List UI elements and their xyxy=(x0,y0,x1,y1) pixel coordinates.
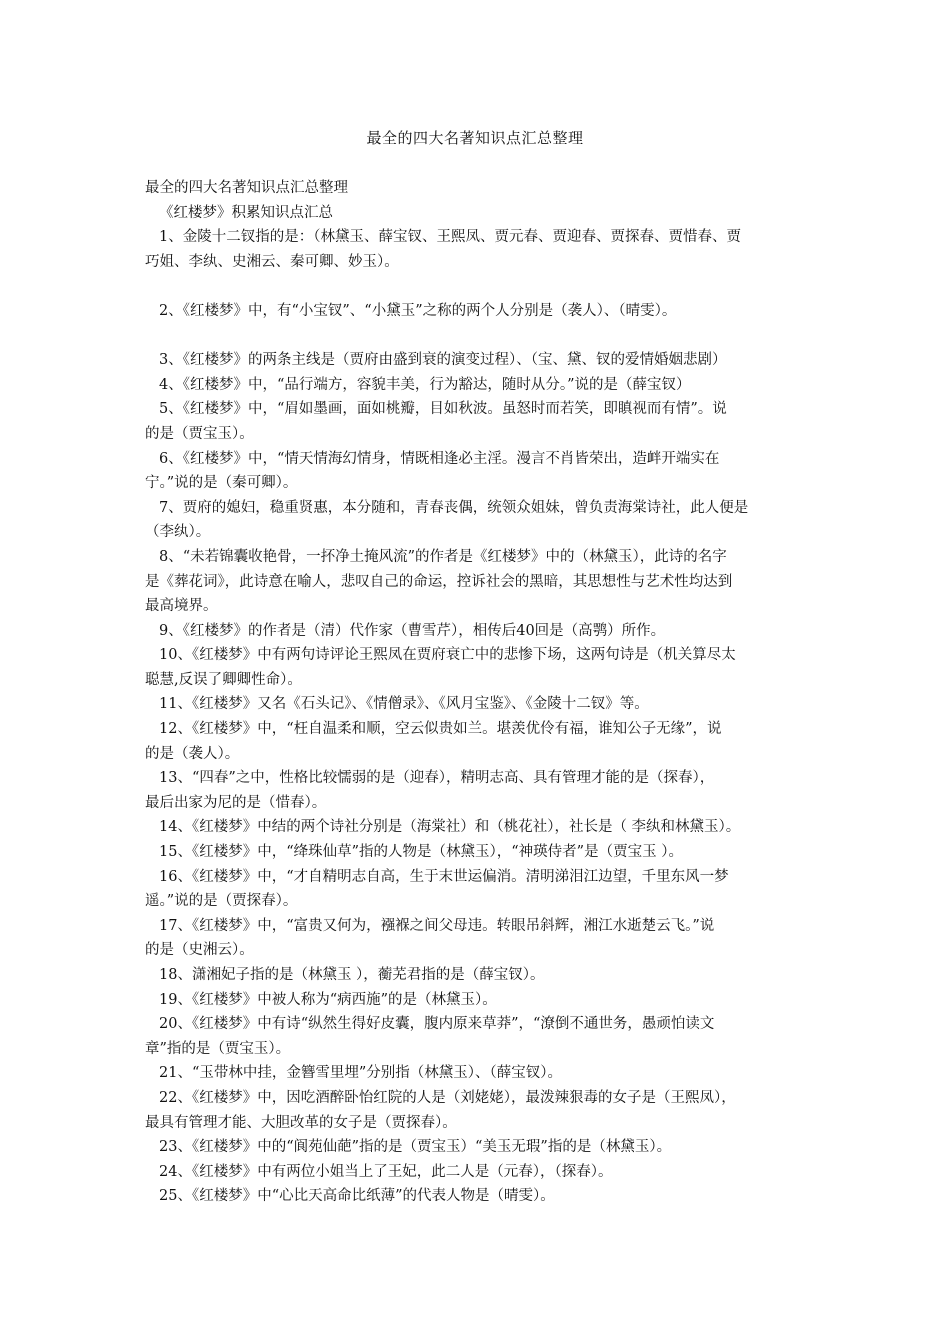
document-body xyxy=(145,176,815,1209)
text-line: 2、《红楼梦》中，有“小宝钗”、“小黛玉”之称的两个人分别是（袭人）、（晴雯）。 xyxy=(159,302,677,319)
text-line: 聪慧,反误了卿卿性命）。 xyxy=(145,671,302,688)
text-line: 11、《红楼梦》又名《石头记》、《情僧录》、《风月宝鉴》、《金陵十二钗》等。 xyxy=(159,696,649,713)
text-line: 宁。”说的是（秦可卿）。 xyxy=(145,475,298,492)
text-line: 14、《红楼梦》中结的两个诗社分别是（海棠社）和（桃花社），社长是（ 李纨和林黛玉）。 xyxy=(159,819,741,836)
text-line: 最后出家为尼的是（惜春）。 xyxy=(145,794,327,811)
text-line: 10、《红楼梦》中有两句诗评论王熙凤在贾府衰亡中的悲惨下场，这两句诗是（机关算尽太 xyxy=(159,647,736,664)
text-line: 21、“玉带林中挂，金簪雪里埋”分别指（林黛玉）、（薛宝钗）。 xyxy=(159,1065,563,1082)
text-line: 19、《红楼梦》中被人称为“病西施”的是（林黛玉）。 xyxy=(159,991,497,1008)
blank-line xyxy=(145,274,815,299)
text-line: 是《葬花词》，此诗意在喻人，悲叹自己的命运，控诉社会的黑暗，其思想性与艺术性均达到 xyxy=(145,573,733,590)
section-subheading: 《红楼梦》积累知识点汇总 xyxy=(159,204,333,221)
text-line: 22、《红楼梦》中，因吃酒醉卧怡红院的人是（刘姥姥），最泼辣狠毒的女子是（王熙凤）， xyxy=(159,1089,736,1106)
text-line: 13、“四春”之中，性格比较懦弱的是（迎春），精明志高、具有管理才能的是（探春）， xyxy=(159,770,715,787)
text-line: 6、《红楼梦》中，“情天情海幻情身，情既相逢必主淫。漫言不肖皆荣出，造衅开端实在 xyxy=(159,450,720,467)
text-line: 8、“未若锦囊收艳骨，一抔净土掩风流”的作者是《红楼梦》中的（林黛玉），此诗的名字 xyxy=(159,548,727,565)
text-line: 章”指的是（贾宝玉）。 xyxy=(145,1040,291,1057)
text-line: 5、《红楼梦》中，“眉如墨画，面如桃瓣，目如秋波。虽怒时而若笑，即瞋视而有情”。说 xyxy=(159,401,727,418)
document-title: 最全的四大名著知识点汇总整理 xyxy=(366,129,584,147)
text-line: 的是（袭人）。 xyxy=(145,745,240,762)
text-line: 7、贾府的媳妇，稳重贤惠，本分随和，青春丧偶，统领众姐妹，曾负责海棠诗社，此人便是 xyxy=(159,499,749,516)
blank-line xyxy=(145,324,815,349)
text-line: 12、《红楼梦》中，“枉自温柔和顺，空云似贵如兰。堪羡优伶有福，谁知公子无缘”，说 xyxy=(159,721,722,738)
text-line: 1、金陵十二钗指的是：（林黛玉、薛宝钗、王熙凤、贾元春、贾迎春、贾探春、贾惜春、贾 xyxy=(159,229,741,246)
text-line: 4、《红楼梦》中，“品行端方，容貌丰美，行为豁达，随时从分。”说的是（薛宝钗） xyxy=(159,376,691,393)
text-line: 25、《红楼梦》中“心比天高命比纸薄”的代表人物是（晴雯）。 xyxy=(159,1188,555,1205)
text-line: 的是（史湘云）。 xyxy=(145,942,254,959)
text-line: 遥。”说的是（贾探春）。 xyxy=(145,893,298,910)
text-line: 24、《红楼梦》中有两位小姐当上了王妃，此二人是（元春），（探春）。 xyxy=(159,1163,613,1180)
text-line: 的是（贾宝玉）。 xyxy=(145,425,254,442)
text-line: 17、《红楼梦》中，“富贵又何为，襁褓之间父母违。转眼吊斜辉，湘江水逝楚云飞。”说 xyxy=(159,917,715,934)
text-line: 16、《红楼梦》中，“才自精明志自高，生于末世运偏消。清明涕泪江边望，千里东风一梦 xyxy=(159,868,729,885)
text-line: （李纨）。 xyxy=(145,524,211,541)
text-line: 最具有管理才能、大胆改革的女子是（贾探春）。 xyxy=(145,1114,457,1131)
text-line: 20、《红楼梦》中有诗“纵然生得好皮囊，腹内原来草莽”，“潦倒不通世务，愚顽怕读文 xyxy=(159,1016,715,1033)
text-line: 3、《红楼梦》的两条主线是（贾府由盛到衰的演变过程）、（宝、黛、钗的爱情婚姻悲剧） xyxy=(159,352,727,369)
text-line: 9、《红楼梦》的作者是（清）代作家（曹雪芹），相传后40回是（高鹗）所作。 xyxy=(159,622,666,639)
text-line: 18、潇湘妃子指的是（林黛玉 ），蘅芜君指的是（薛宝钗）。 xyxy=(159,967,545,983)
text-line: 巧姐、李纨、史湘云、秦可卿、妙玉）。 xyxy=(145,253,399,270)
text-line: 15、《红楼梦》中，“绛珠仙草”指的人物是（林黛玉），“神瑛侍者”是（贾宝玉 ）。 xyxy=(159,844,683,861)
text-line: 23、《红楼梦》中的“阆苑仙葩”指的是（贾宝玉）“美玉无瑕”指的是（林黛玉）。 xyxy=(159,1139,672,1156)
text-line: 最高境界。 xyxy=(145,598,218,615)
document-heading: 最全的四大名著知识点汇总整理 xyxy=(145,180,348,196)
